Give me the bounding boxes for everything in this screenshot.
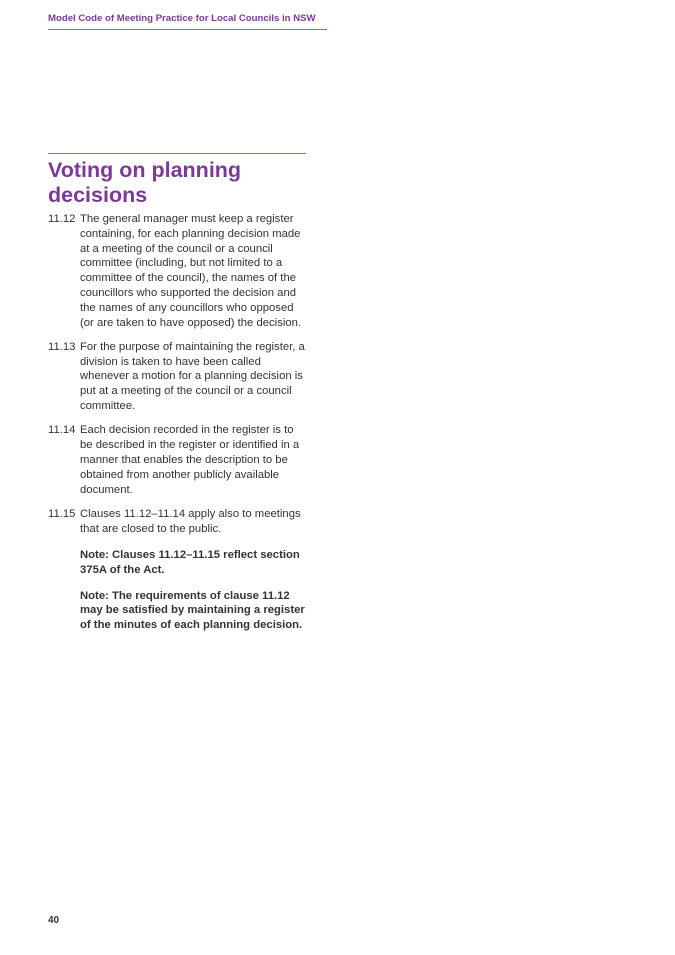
running-header: Model Code of Meeting Practice for Local Councils in NSW	[48, 13, 327, 30]
clause-11-13	[48, 340, 306, 414]
clause-text: The general manager must keep a register containing, for each planning decision made at a meeting of the council or a council committee (including, but not limited to a committee of the council), the names of the councillors who supported the decision and the names of any councillors who opposed (or are taken to have opposed) the decision.	[80, 213, 302, 329]
section-divider	[48, 153, 306, 154]
clause-number: 11.14	[48, 424, 76, 437]
clause-number: 11.15	[48, 507, 76, 520]
clause-11-14	[48, 423, 306, 497]
section-voting-on-planning-decisions	[48, 153, 306, 643]
clause-11-15	[48, 507, 306, 537]
clause-11-12	[48, 212, 306, 330]
clause-number: 11.13	[48, 340, 76, 353]
clause-text: Clauses 11.12–11.14 apply also to meetings that are closed to the public.	[80, 507, 301, 535]
note-section-375a: Note: Clauses 11.12–11.15 reflect section 375A of the Act.	[80, 548, 300, 576]
clause-number: 11.12	[48, 213, 76, 225]
clause-text: Each decision recorded in the register is to be described in the register or identified in a manner that enables the description to be obtained from another publicly available document.	[80, 424, 300, 496]
page-number: 40	[48, 915, 60, 926]
clause-text: For the purpose of maintaining the register, a division is taken to have been called whenever a motion for a planning decision is put at a meeting of the council or a council committee.	[80, 340, 305, 413]
section-title: Voting on planning decisions	[48, 158, 242, 207]
note-register-requirements: Note: The requirements of clause 11.12 may be satisfied by maintaining a register of the minutes of each planning decision.	[80, 589, 305, 632]
